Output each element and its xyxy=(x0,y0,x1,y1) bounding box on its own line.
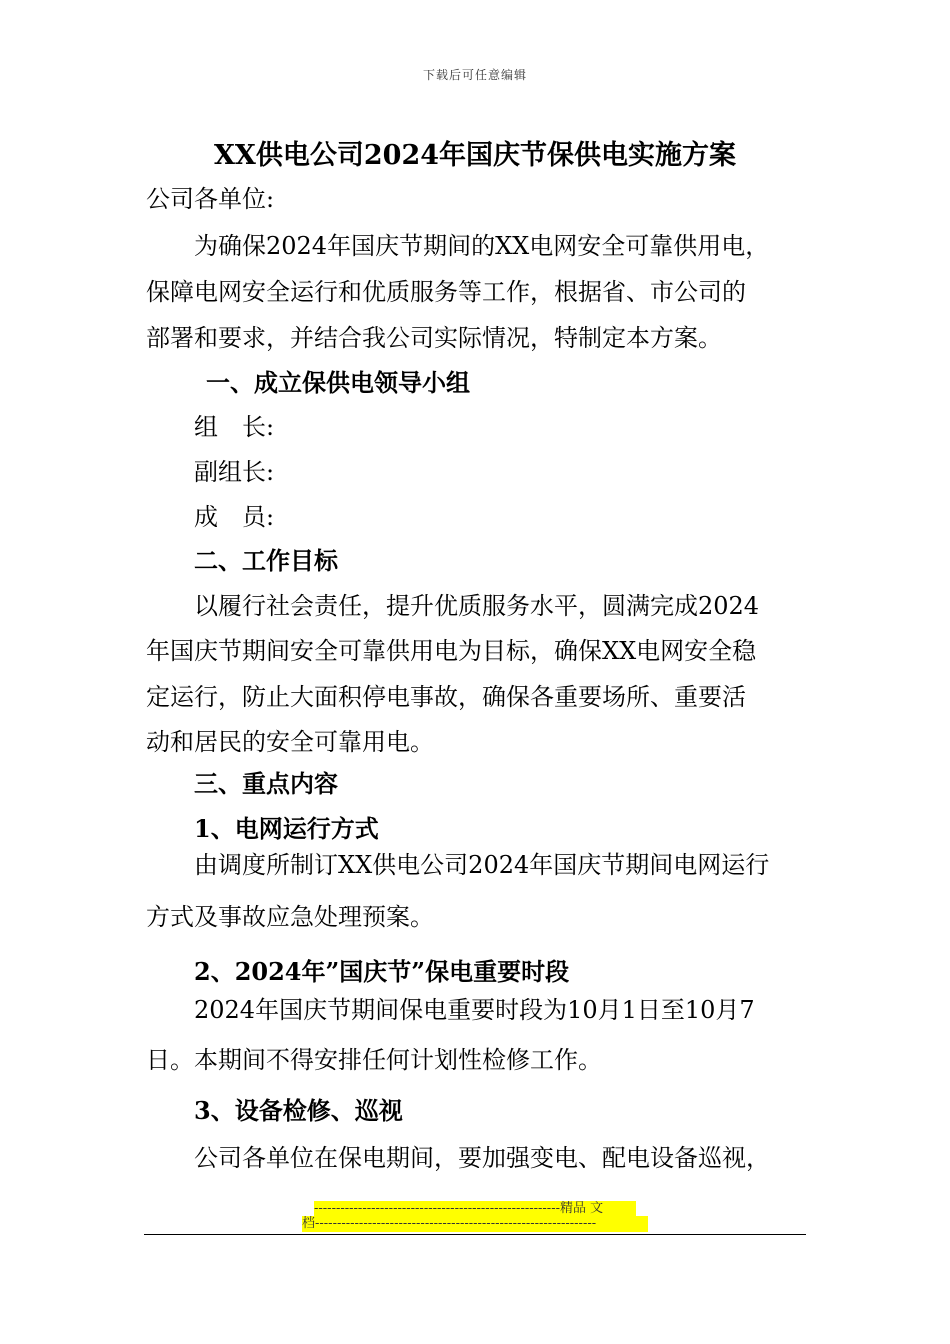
document-title: XX供电公司2024年国庆节保供电实施方案 xyxy=(213,140,737,171)
members-label: 成 员: xyxy=(194,503,275,531)
footer-watermark-line-1: --------------------------------------------------------精品 文 xyxy=(314,1201,636,1217)
item3-heading: 3、设备检修、巡视 xyxy=(194,1096,403,1125)
item1-line-1: 由调度所制订XX供电公司2024年国庆节期间电网运行 xyxy=(194,851,770,879)
intro-line-2: 保障电网安全运行和优质服务等工作，根据省、市公司的 xyxy=(146,278,746,306)
item2-heading: 2、2024年”国庆节”保电重要时段 xyxy=(194,957,570,986)
item2-line-2: 日。本期间不得安排任何计划性检修工作。 xyxy=(146,1046,602,1074)
footer-divider xyxy=(144,1234,806,1235)
section2-line-4: 动和居民的安全可靠用电。 xyxy=(146,728,434,756)
section2-line-1: 以履行社会责任，提升优质服务水平，圆满完成2024 xyxy=(194,592,760,620)
intro-line-3: 部署和要求，并结合我公司实际情况，特制定本方案。 xyxy=(146,324,722,352)
item3-line-1: 公司各单位在保电期间，要加强变电、配电设备巡视， xyxy=(194,1144,770,1172)
header-note: 下载后可任意编辑 xyxy=(422,68,527,82)
salutation: 公司各单位: xyxy=(146,185,275,213)
intro-line-1: 为确保2024年国庆节期间的XX电网安全可靠供用电， xyxy=(194,232,770,260)
footer-watermark-line-2: 档---------------------------------------------------------------- xyxy=(302,1216,648,1232)
deputy-label: 副组长: xyxy=(194,458,275,486)
leader-label: 组 长: xyxy=(194,413,275,441)
section3-heading: 三、重点内容 xyxy=(194,769,338,798)
item1-heading: 1、电网运行方式 xyxy=(194,814,379,843)
section2-heading: 二、工作目标 xyxy=(194,546,338,575)
item2-line-1: 2024年国庆节期间保电重要时段为10月1日至10月7 xyxy=(194,996,755,1024)
item1-line-2: 方式及事故应急处理预案。 xyxy=(146,903,434,931)
section2-line-3: 定运行，防止大面积停电事故，确保各重要场所、重要活 xyxy=(146,683,746,711)
section2-line-2: 年国庆节期间安全可靠供用电为目标，确保XX电网安全稳 xyxy=(146,637,757,665)
section1-heading: 一、成立保供电领导小组 xyxy=(206,368,470,397)
